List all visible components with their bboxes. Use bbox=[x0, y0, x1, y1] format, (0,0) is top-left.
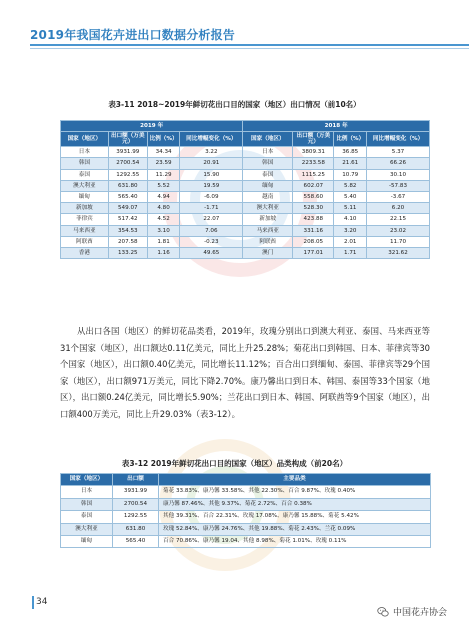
categories-cell: 康乃馨 87.46%、其他 9.37%、菊花 2.72%、百合 0.38% bbox=[159, 498, 431, 510]
share-header: 比例（%） bbox=[334, 132, 367, 147]
table-row bbox=[61, 248, 430, 259]
amount-2018: 331.16 bbox=[293, 225, 334, 236]
brand-name: 中国花卉协会 bbox=[392, 608, 447, 618]
amount-header: 出口额 bbox=[113, 474, 159, 486]
share-2019: 4.94 bbox=[147, 192, 180, 203]
country-cell: 澳大利亚 bbox=[61, 523, 113, 535]
share-2019: 4.52 bbox=[147, 214, 180, 225]
country-2019: 新加坡 bbox=[61, 203, 109, 214]
country-header: 国家（地区） bbox=[61, 132, 109, 147]
amount-cell: 3931.99 bbox=[113, 486, 159, 498]
table-row bbox=[61, 225, 430, 236]
country-2019: 日本 bbox=[61, 147, 109, 158]
change-2019: 15.90 bbox=[180, 169, 243, 180]
category-composition-table bbox=[60, 473, 431, 548]
change-2019: -1.71 bbox=[180, 203, 243, 214]
table-row bbox=[61, 203, 430, 214]
amount-2019: 2700.54 bbox=[108, 158, 147, 169]
country-2018: 阿联酋 bbox=[243, 236, 293, 247]
change-2018: -3.67 bbox=[367, 192, 430, 203]
header-divider bbox=[30, 44, 469, 46]
change-2018: 5.37 bbox=[367, 147, 430, 158]
amount-2018: 2233.58 bbox=[293, 158, 334, 169]
country-header: 国家（地区） bbox=[61, 474, 113, 486]
country-2018: 韩国 bbox=[243, 158, 293, 169]
table-row bbox=[61, 169, 430, 180]
country-cell: 韩国 bbox=[61, 498, 113, 510]
table-row bbox=[61, 498, 431, 510]
country-cell: 泰国 bbox=[61, 511, 113, 523]
country-2018: 缅甸 bbox=[243, 180, 293, 191]
amount-2019: 133.25 bbox=[108, 248, 147, 259]
table-row bbox=[61, 236, 430, 247]
amount-2019: 565.40 bbox=[108, 192, 147, 203]
change-2019: 19.59 bbox=[180, 180, 243, 191]
table-row bbox=[61, 536, 431, 548]
country-2019: 缅甸 bbox=[61, 192, 109, 203]
categories-header: 主要品类 bbox=[159, 474, 431, 486]
share-2018: 4.10 bbox=[334, 214, 367, 225]
amount-2019: 354.53 bbox=[108, 225, 147, 236]
change-2018: 22.15 bbox=[367, 214, 430, 225]
share-2018: 5.40 bbox=[334, 192, 367, 203]
categories-cell: 菊花 33.83%、康乃馨 33.58%、其他 22.30%、百合 9.87%、玫瑰 0.40% bbox=[159, 486, 431, 498]
change-2019: 22.07 bbox=[180, 214, 243, 225]
share-2019: 1.16 bbox=[147, 248, 180, 259]
body-paragraph bbox=[60, 323, 430, 422]
share-2018: 10.79 bbox=[334, 169, 367, 180]
table1-caption: 表3-11 2018~2019年鲜切花出口目的国家（地区）出口情况（前10名） bbox=[108, 100, 361, 109]
change-2018: -57.83 bbox=[367, 180, 430, 191]
country-2019: 澳大利亚 bbox=[61, 180, 109, 191]
report-title: 2019年我国花卉进出口数据分析报告 bbox=[30, 28, 235, 42]
table-row bbox=[61, 214, 430, 225]
country-2018: 新加坡 bbox=[243, 214, 293, 225]
amount-2018: 558.60 bbox=[293, 192, 334, 203]
amount-2019: 3931.99 bbox=[108, 147, 147, 158]
categories-cell: 百合 70.86%、康乃馨 19.04、其他 8.98%、菊花 1.01%、玫瑰 0.11% bbox=[159, 536, 431, 548]
amount-2018: 423.88 bbox=[293, 214, 334, 225]
country-2019: 马来西亚 bbox=[61, 225, 109, 236]
share-2018: 2.01 bbox=[334, 236, 367, 247]
page-number-bar bbox=[32, 596, 34, 609]
share-header: 比例（%） bbox=[147, 132, 180, 147]
change-2018: 11.70 bbox=[367, 236, 430, 247]
table-row bbox=[61, 180, 430, 191]
share-2018: 36.85 bbox=[334, 147, 367, 158]
amount-2018: 208.05 bbox=[293, 236, 334, 247]
share-2018: 3.20 bbox=[334, 225, 367, 236]
paragraph-text: 从出口各国（地区）的鲜切花品类看，2019年，玫瑰分别出口到澳大利亚、泰国、马来西亚等31个国家（地区），出口额达0.11亿美元，同比上升25.28%；菊花出口到韩国、日本、菲律宾等30个国家（地区），出口额0.40亿美元，同比增长11.12%；百合出口到缅甸、泰国、菲律宾等29个国家（地区），出口额971万美元，同比下降2.70%。康乃馨出口到日本、韩国、泰国等33个国家（地区），出口额0.24亿美元，同比增长5.90%；兰花出口到日本、韩国、阿联酋等9个国家（地区），出口额400万美元，同比上升29.03%（表3-12）。 bbox=[60, 326, 430, 419]
wechat-icon bbox=[377, 606, 389, 618]
country-2018: 澳门 bbox=[243, 248, 293, 259]
country-cell: 日本 bbox=[61, 486, 113, 498]
country-2018: 泰国 bbox=[243, 169, 293, 180]
change-2018: 66.26 bbox=[367, 158, 430, 169]
table-row bbox=[61, 511, 431, 523]
share-2019: 34.34 bbox=[147, 147, 180, 158]
change-2019: -6.09 bbox=[180, 192, 243, 203]
categories-cell: 其他 39.31%、百合 22.31%、玫瑰 17.08%、康乃馨 15.88%、菊花 5.42% bbox=[159, 511, 431, 523]
country-2018: 越南 bbox=[243, 192, 293, 203]
table-row bbox=[61, 486, 431, 498]
amount-cell: 1292.55 bbox=[113, 511, 159, 523]
country-2018: 澳大利亚 bbox=[243, 203, 293, 214]
footer-brand bbox=[377, 605, 447, 618]
table-row bbox=[61, 147, 430, 158]
amount-2018: 3809.31 bbox=[293, 147, 334, 158]
share-2018: 5.11 bbox=[334, 203, 367, 214]
year-2018-header: 2018 年 bbox=[243, 121, 430, 132]
share-2018: 21.61 bbox=[334, 158, 367, 169]
table-row bbox=[61, 158, 430, 169]
change-2019: -0.23 bbox=[180, 236, 243, 247]
change-header: 同比增幅变化（%） bbox=[180, 132, 243, 147]
amount-2019: 549.07 bbox=[108, 203, 147, 214]
amount-header: 出口额（万美元） bbox=[108, 132, 147, 147]
change-2018: 30.10 bbox=[367, 169, 430, 180]
share-2019: 5.52 bbox=[147, 180, 180, 191]
country-2019: 香港 bbox=[61, 248, 109, 259]
country-header: 国家（地区） bbox=[243, 132, 293, 147]
share-2018: 5.82 bbox=[334, 180, 367, 191]
amount-cell: 565.40 bbox=[113, 536, 159, 548]
change-2018: 6.20 bbox=[367, 203, 430, 214]
country-2019: 泰国 bbox=[61, 169, 109, 180]
categories-cell: 玫瑰 52.84%、康乃馨 24.76%、其他 19.88%、菊花 2.43%、兰花 0.09% bbox=[159, 523, 431, 535]
change-2018: 23.02 bbox=[367, 225, 430, 236]
share-2019: 3.10 bbox=[147, 225, 180, 236]
country-2019: 韩国 bbox=[61, 158, 109, 169]
export-destination-table bbox=[60, 120, 430, 259]
amount-2019: 631.80 bbox=[108, 180, 147, 191]
amount-header: 出口额（万美元） bbox=[293, 132, 334, 147]
country-2019: 阿联酋 bbox=[61, 236, 109, 247]
share-2018: 1.71 bbox=[334, 248, 367, 259]
change-2018: 321.62 bbox=[367, 248, 430, 259]
table2-caption: 表3-12 2019年鲜切花出口目的国家（地区）品类构成（前20名） bbox=[121, 459, 348, 468]
share-2019: 4.80 bbox=[147, 203, 180, 214]
country-2018: 马来西亚 bbox=[243, 225, 293, 236]
share-2019: 11.29 bbox=[147, 169, 180, 180]
amount-2019: 207.58 bbox=[108, 236, 147, 247]
amount-2019: 517.42 bbox=[108, 214, 147, 225]
country-2019: 菲律宾 bbox=[61, 214, 109, 225]
header-divider-thin bbox=[30, 48, 469, 49]
change-2019: 3.22 bbox=[180, 147, 243, 158]
amount-2018: 177.01 bbox=[293, 248, 334, 259]
page-number: 34 bbox=[36, 597, 48, 607]
change-2019: 49.65 bbox=[180, 248, 243, 259]
amount-cell: 2700.54 bbox=[113, 498, 159, 510]
share-2019: 1.81 bbox=[147, 236, 180, 247]
table-row bbox=[61, 192, 430, 203]
amount-2018: 602.07 bbox=[293, 180, 334, 191]
share-2019: 23.59 bbox=[147, 158, 180, 169]
table-row bbox=[61, 523, 431, 535]
amount-2018: 528.30 bbox=[293, 203, 334, 214]
change-header: 同比增幅变化（%） bbox=[367, 132, 430, 147]
country-cell: 缅甸 bbox=[61, 536, 113, 548]
amount-cell: 631.80 bbox=[113, 523, 159, 535]
country-2018: 日本 bbox=[243, 147, 293, 158]
year-2019-header: 2019 年 bbox=[61, 121, 243, 132]
change-2019: 20.91 bbox=[180, 158, 243, 169]
change-2019: 7.06 bbox=[180, 225, 243, 236]
amount-2018: 1115.25 bbox=[293, 169, 334, 180]
amount-2019: 1292.55 bbox=[108, 169, 147, 180]
